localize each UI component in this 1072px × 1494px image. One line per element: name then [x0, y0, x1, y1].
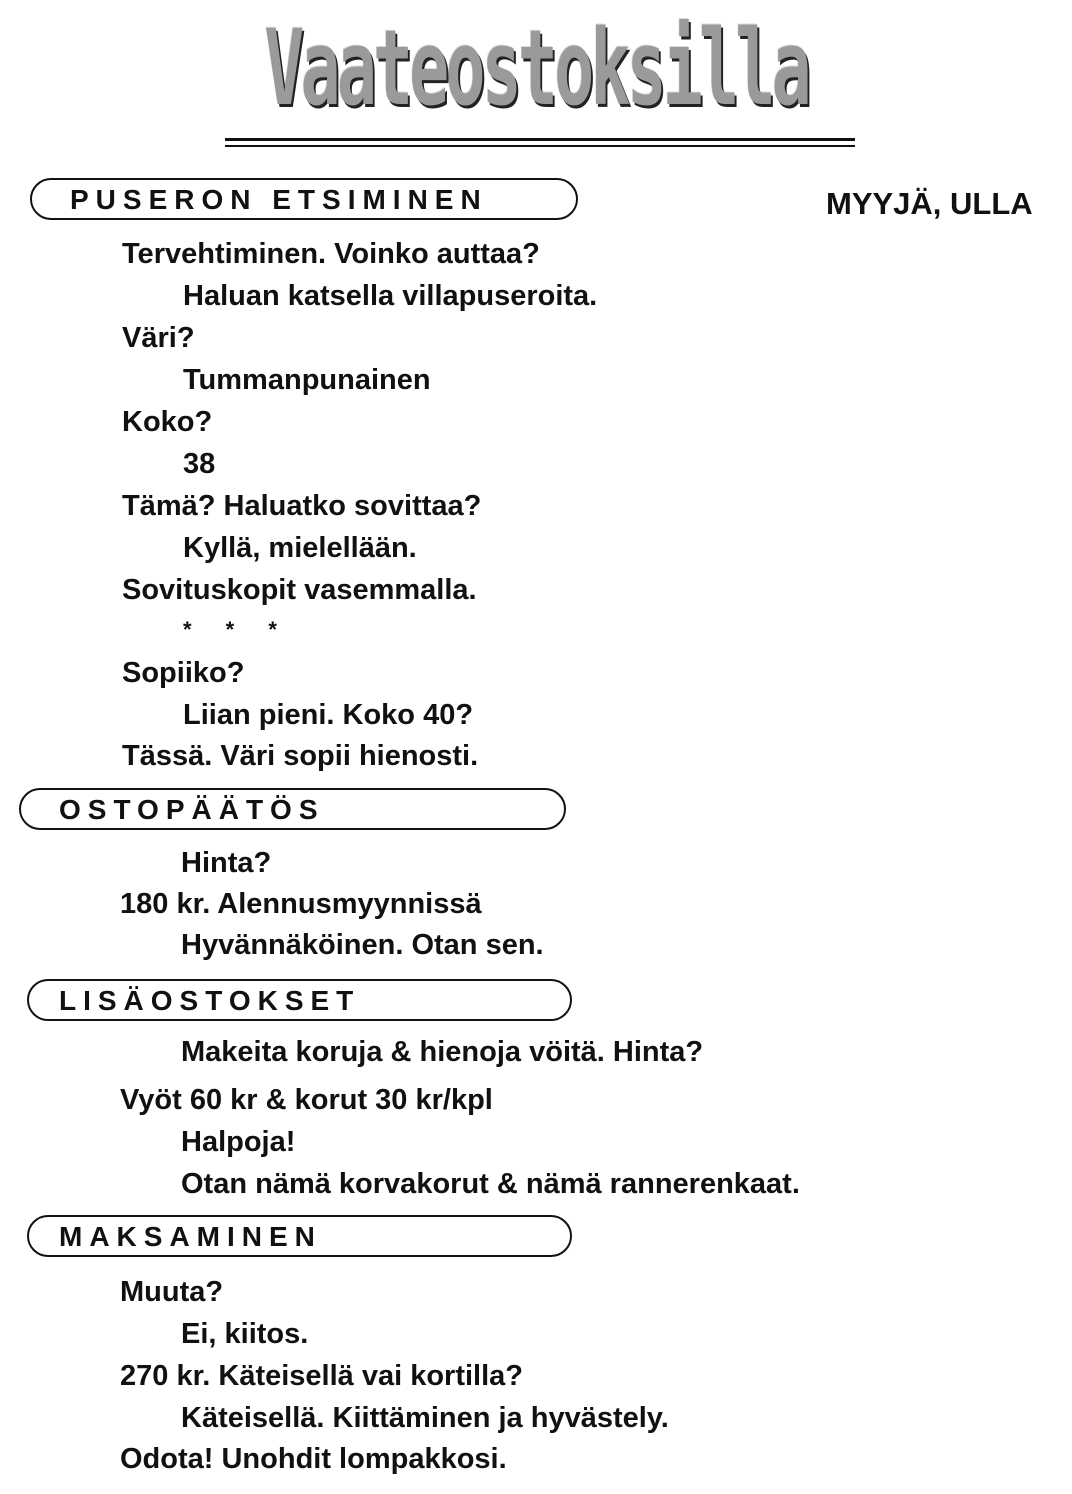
dialogue-line: Vyöt 60 kr & korut 30 kr/kpl: [120, 1084, 493, 1116]
section-heading: OSTOPÄÄTÖS: [59, 794, 325, 825]
dialogue-line: Muuta?: [120, 1276, 224, 1308]
dialogue-line: Koko?: [122, 406, 213, 438]
dialogue-line: Sovituskopit vasemmalla.: [122, 574, 477, 606]
dialogue-line: 270 kr. Käteisellä vai kortilla?: [120, 1360, 524, 1392]
dialogue-line: Ei, kiitos.: [181, 1318, 309, 1350]
section-heading-box: [19, 788, 566, 830]
section-heading-box: [27, 1215, 572, 1257]
dialogue-line: Kyllä, mielellään.: [183, 532, 417, 564]
dialogue-line: Tummanpunainen: [183, 364, 431, 396]
speaker-label: MYYJÄ, ULLA: [826, 186, 1033, 221]
dialogue-line: Tämä? Haluatko sovittaa?: [122, 490, 482, 522]
page-title: Vaateostoksilla: [264, 7, 808, 129]
section-heading-box: [30, 178, 578, 220]
scene-break: * * *: [183, 617, 291, 642]
dialogue-line: Hinta?: [181, 847, 272, 879]
dialogue-line: Otan nämä korvakorut & nämä rannerenkaat.: [181, 1168, 800, 1200]
dialogue-line: Makeita koruja & hienoja vöitä. Hinta?: [181, 1036, 704, 1068]
dialogue-line: 180 kr. Alennusmyynnissä: [120, 888, 482, 920]
dialogue-line: Tervehtiminen. Voinko auttaa?: [122, 238, 540, 270]
section-heading: LISÄOSTOKSET: [59, 985, 361, 1016]
section-heading: MAKSAMINEN: [59, 1221, 322, 1252]
dialogue-line: Haluan katsella villapuseroita.: [183, 280, 598, 312]
dialogue-line: Väri?: [122, 322, 195, 354]
section-heading: PUSERON ETSIMINEN: [70, 184, 488, 215]
dialogue-line: Hyvännäköinen. Otan sen.: [181, 929, 544, 961]
section-heading-box: [27, 979, 572, 1021]
title-rule-bottom: [225, 145, 855, 147]
dialogue-line: Sopiiko?: [122, 657, 245, 689]
dialogue-line: Odota! Unohdit lompakkosi.: [120, 1443, 507, 1475]
dialogue-line: 38: [183, 448, 216, 480]
dialogue-line: Käteisellä. Kiittäminen ja hyvästely.: [181, 1402, 669, 1434]
dialogue-line: Halpoja!: [181, 1126, 296, 1158]
dialogue-line: Tässä. Väri sopii hienosti.: [122, 740, 479, 772]
title-rule-top: [225, 138, 855, 141]
dialogue-line: Liian pieni. Koko 40?: [183, 699, 474, 731]
